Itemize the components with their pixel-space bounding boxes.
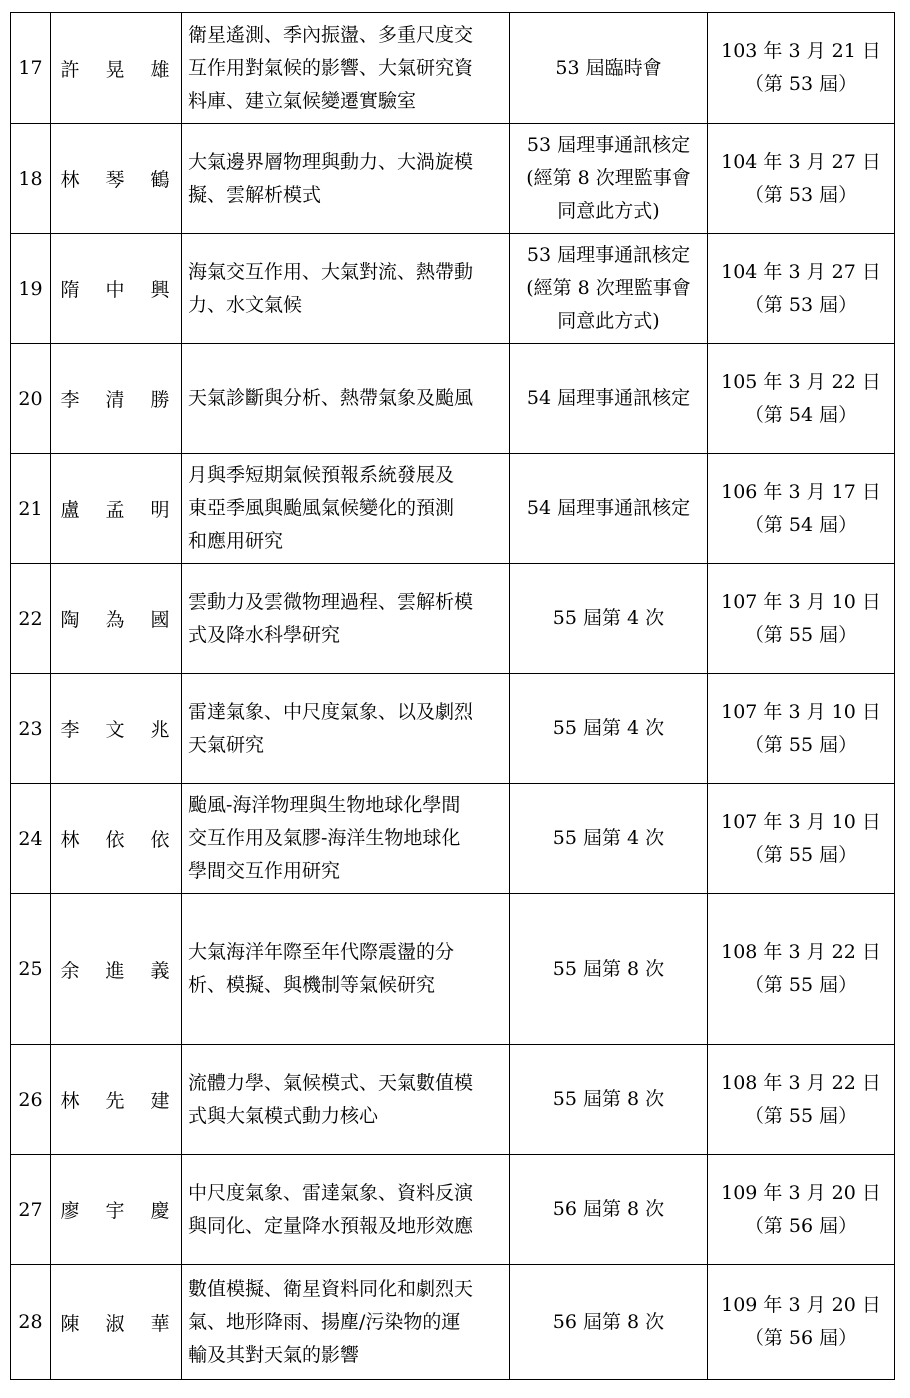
fellow-name: 余 進 義 — [51, 894, 182, 1045]
research-field-line: 大氣海洋年際至年代際震盪的分 — [188, 941, 455, 963]
election-date-line: 106 年 3 月 17 日 — [721, 480, 881, 503]
election-date — [708, 1045, 895, 1155]
table-row — [11, 564, 895, 674]
approval-session-line: 56 屆第 8 次 — [552, 1310, 665, 1333]
election-date — [708, 564, 895, 674]
election-date-line: 107 年 3 月 10 日 — [721, 810, 881, 833]
approval-session — [510, 454, 708, 564]
research-field-line: 互作用對氣候的影響、大氣研究資 — [188, 56, 474, 79]
approval-session-line: 55 屆第 8 次 — [552, 957, 665, 980]
approval-session — [510, 564, 708, 674]
table-row — [11, 13, 895, 124]
research-field-line: 大氣邊界層物理與動力、大渦旋模 — [188, 150, 474, 173]
research-field-line: 衛星遙測、季內振盪、多重尺度交 — [188, 23, 474, 46]
approval-session — [510, 674, 708, 784]
fellow-name: 許 晃 雄 — [51, 13, 182, 124]
research-field-line: 式與大氣模式動力核心 — [188, 1104, 379, 1127]
research-field-line: 月與季短期氣候預報系統發展及 — [188, 464, 455, 486]
approval-session — [510, 13, 708, 124]
research-field — [182, 13, 510, 124]
research-field — [182, 564, 510, 674]
approval-session — [510, 784, 708, 894]
election-date-line: 109 年 3 月 20 日 — [721, 1181, 881, 1204]
approval-session-line: 53 屆理事通訊核定 — [526, 244, 691, 266]
table-row — [11, 124, 895, 234]
fellow-name: 李 文 兆 — [51, 674, 182, 784]
research-field — [182, 784, 510, 894]
research-field — [182, 1265, 510, 1380]
research-field-line: 海氣交互作用、大氣對流、熱帶動 — [188, 260, 474, 283]
election-date — [708, 13, 895, 124]
election-date — [708, 454, 895, 564]
research-field — [182, 894, 510, 1045]
election-date-line: （第 56 屆） — [744, 1214, 858, 1237]
research-field-line: 輸及其對天氣的影響 — [188, 1343, 360, 1366]
table-row — [11, 674, 895, 784]
election-date-line: 109 年 3 月 20 日 — [721, 1294, 881, 1316]
election-date-line: （第 53 屆） — [744, 293, 858, 316]
election-date-line: 104 年 3 月 27 日 — [721, 260, 881, 283]
table-row — [11, 1045, 895, 1155]
row-number: 27 — [11, 1155, 51, 1265]
election-date — [708, 234, 895, 344]
approval-session — [510, 1045, 708, 1155]
approval-session-line: 56 屆第 8 次 — [552, 1198, 665, 1220]
election-date-line: 108 年 3 月 22 日 — [721, 941, 881, 963]
approval-session-line: (經第 8 次理監事會 — [526, 167, 691, 189]
research-field-line: 數值模擬、衛星資料同化和劇烈天 — [188, 1277, 474, 1300]
table-row — [11, 894, 895, 1045]
table-row — [11, 234, 895, 344]
table-row — [11, 784, 895, 894]
election-date — [708, 344, 895, 454]
row-number: 25 — [11, 894, 51, 1045]
row-number: 22 — [11, 564, 51, 674]
research-field-line: 析、模擬、與機制等氣候研究 — [188, 974, 436, 996]
election-date — [708, 124, 895, 234]
research-field-line: 流體力學、氣候模式、天氣數值模 — [188, 1071, 474, 1094]
election-date-line: （第 53 屆） — [744, 73, 858, 95]
approval-session — [510, 1155, 708, 1265]
row-number: 24 — [11, 784, 51, 894]
research-field-line: 中尺度氣象、雷達氣象、資料反演 — [188, 1181, 474, 1204]
row-number: 17 — [11, 13, 51, 124]
table-row — [11, 344, 895, 454]
fellow-name: 林 琴 鶴 — [51, 124, 182, 234]
approval-session-line: 53 屆理事通訊核定 — [526, 134, 691, 156]
election-date-line: 107 年 3 月 10 日 — [721, 700, 881, 723]
approval-session-line: 同意此方式) — [557, 200, 660, 222]
research-field-line: 雲動力及雲微物理過程、雲解析模 — [188, 590, 474, 613]
election-date — [708, 1155, 895, 1265]
election-date-line: （第 53 屆） — [744, 183, 858, 206]
research-field-line: 和應用研究 — [188, 530, 284, 552]
approval-session — [510, 344, 708, 454]
election-date-line: 104 年 3 月 27 日 — [721, 150, 881, 173]
research-field-line: 氣、地形降雨、揚塵/污染物的運 — [188, 1310, 461, 1333]
fellow-name: 廖 宇 慶 — [51, 1155, 182, 1265]
research-field-line: 東亞季風與颱風氣候變化的預測 — [188, 497, 455, 519]
research-field-line: 天氣診斷與分析、熱帶氣象及颱風 — [188, 387, 474, 409]
research-field-line: 天氣研究 — [188, 733, 265, 756]
election-date-line: （第 55 屆） — [744, 1104, 858, 1127]
table-body — [11, 13, 895, 1380]
table-row — [11, 454, 895, 564]
research-field-line: 式及降水科學研究 — [188, 623, 341, 646]
election-date — [708, 784, 895, 894]
fellow-name: 陶 為 國 — [51, 564, 182, 674]
research-field — [182, 344, 510, 454]
approval-session — [510, 124, 708, 234]
fellows-table — [10, 12, 895, 1380]
fellow-name: 隋 中 興 — [51, 234, 182, 344]
research-field-line: 颱風-海洋物理與生物地球化學間 — [188, 794, 461, 816]
election-date-line: （第 56 屆） — [744, 1327, 858, 1349]
fellow-name: 林 依 依 — [51, 784, 182, 894]
election-date — [708, 674, 895, 784]
election-date-line: 103 年 3 月 21 日 — [721, 40, 881, 62]
table-row — [11, 1265, 895, 1380]
research-field-line: 擬、雲解析模式 — [188, 183, 322, 206]
approval-session — [510, 234, 708, 344]
election-date — [708, 1265, 895, 1380]
election-date-line: （第 55 屆） — [744, 733, 858, 756]
approval-session-line: 54 屆理事通訊核定 — [526, 387, 691, 409]
approval-session-line: 53 屆臨時會 — [555, 56, 662, 79]
election-date — [708, 894, 895, 1045]
election-date-line: （第 55 屆） — [744, 623, 858, 646]
research-field — [182, 454, 510, 564]
fellow-name: 林 先 建 — [51, 1045, 182, 1155]
research-field-line: 與同化、定量降水預報及地形效應 — [188, 1214, 474, 1237]
table-row — [11, 1155, 895, 1265]
fellow-name: 李 清 勝 — [51, 344, 182, 454]
row-number: 19 — [11, 234, 51, 344]
election-date-line: （第 54 屆） — [744, 513, 858, 536]
approval-session-line: (經第 8 次理監事會 — [526, 277, 691, 299]
research-field — [182, 1045, 510, 1155]
election-date-line: （第 55 屆） — [744, 974, 858, 996]
research-field-line: 力、水文氣候 — [188, 293, 303, 316]
approval-session-line: 55 屆第 4 次 — [552, 607, 665, 629]
election-date-line: 107 年 3 月 10 日 — [721, 590, 881, 613]
row-number: 28 — [11, 1265, 51, 1380]
research-field — [182, 234, 510, 344]
fellows-table-page — [10, 12, 895, 1380]
row-number: 21 — [11, 454, 51, 564]
election-date-line: 105 年 3 月 22 日 — [721, 370, 881, 393]
approval-session-line: 55 屆第 4 次 — [552, 827, 665, 849]
research-field-line: 雷達氣象、中尺度氣象、以及劇烈 — [188, 700, 474, 723]
approval-session-line: 55 屆第 4 次 — [552, 717, 665, 739]
research-field — [182, 124, 510, 234]
row-number: 23 — [11, 674, 51, 784]
approval-session — [510, 894, 708, 1045]
fellow-name: 陳 淑 華 — [51, 1265, 182, 1380]
row-number: 26 — [11, 1045, 51, 1155]
election-date-line: 108 年 3 月 22 日 — [721, 1071, 881, 1094]
approval-session — [510, 1265, 708, 1380]
research-field-line: 料庫、建立氣候變遷實驗室 — [188, 89, 417, 112]
research-field-line: 交互作用及氣膠-海洋生物地球化 — [188, 827, 461, 849]
research-field — [182, 674, 510, 784]
row-number: 20 — [11, 344, 51, 454]
election-date-line: （第 54 屆） — [744, 403, 858, 426]
approval-session-line: 同意此方式) — [557, 310, 660, 332]
approval-session-line: 54 屆理事通訊核定 — [526, 497, 691, 519]
research-field — [182, 1155, 510, 1265]
approval-session-line: 55 屆第 8 次 — [552, 1088, 665, 1110]
election-date-line: （第 55 屆） — [744, 843, 858, 866]
research-field-line: 學間交互作用研究 — [188, 860, 341, 882]
row-number: 18 — [11, 124, 51, 234]
fellow-name: 盧 孟 明 — [51, 454, 182, 564]
